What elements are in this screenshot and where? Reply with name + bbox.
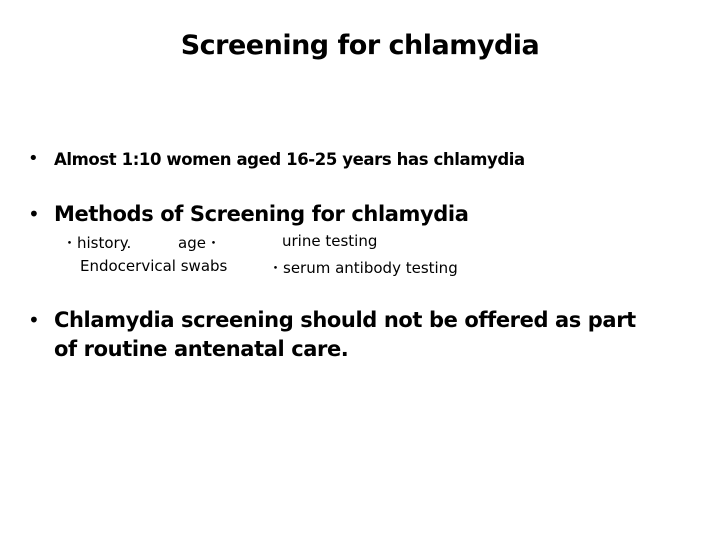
method-item: ・serum antibody testing xyxy=(268,259,458,277)
bullet-item xyxy=(28,150,525,169)
bullet-marker: • xyxy=(28,148,39,169)
method-item: Endocervical swabs xyxy=(80,257,228,275)
bullet-marker: • xyxy=(28,202,40,226)
bullet-text: Almost 1:10 women aged 16-25 years has chlamydia xyxy=(54,150,525,169)
bullet-marker: • xyxy=(28,308,40,332)
slide-title: Screening for chlamydia xyxy=(180,30,540,61)
method-item: age・ xyxy=(178,234,221,252)
method-item: urine testing xyxy=(282,232,378,250)
bullet-text: Methods of Screening for chlamydia xyxy=(54,202,469,226)
bullet-item xyxy=(28,202,469,226)
bullet-text: Chlamydia screening should not be offered as part of routine antenatal care. xyxy=(54,308,636,361)
bullet-item xyxy=(28,306,678,364)
method-item: ・history. xyxy=(62,234,132,252)
